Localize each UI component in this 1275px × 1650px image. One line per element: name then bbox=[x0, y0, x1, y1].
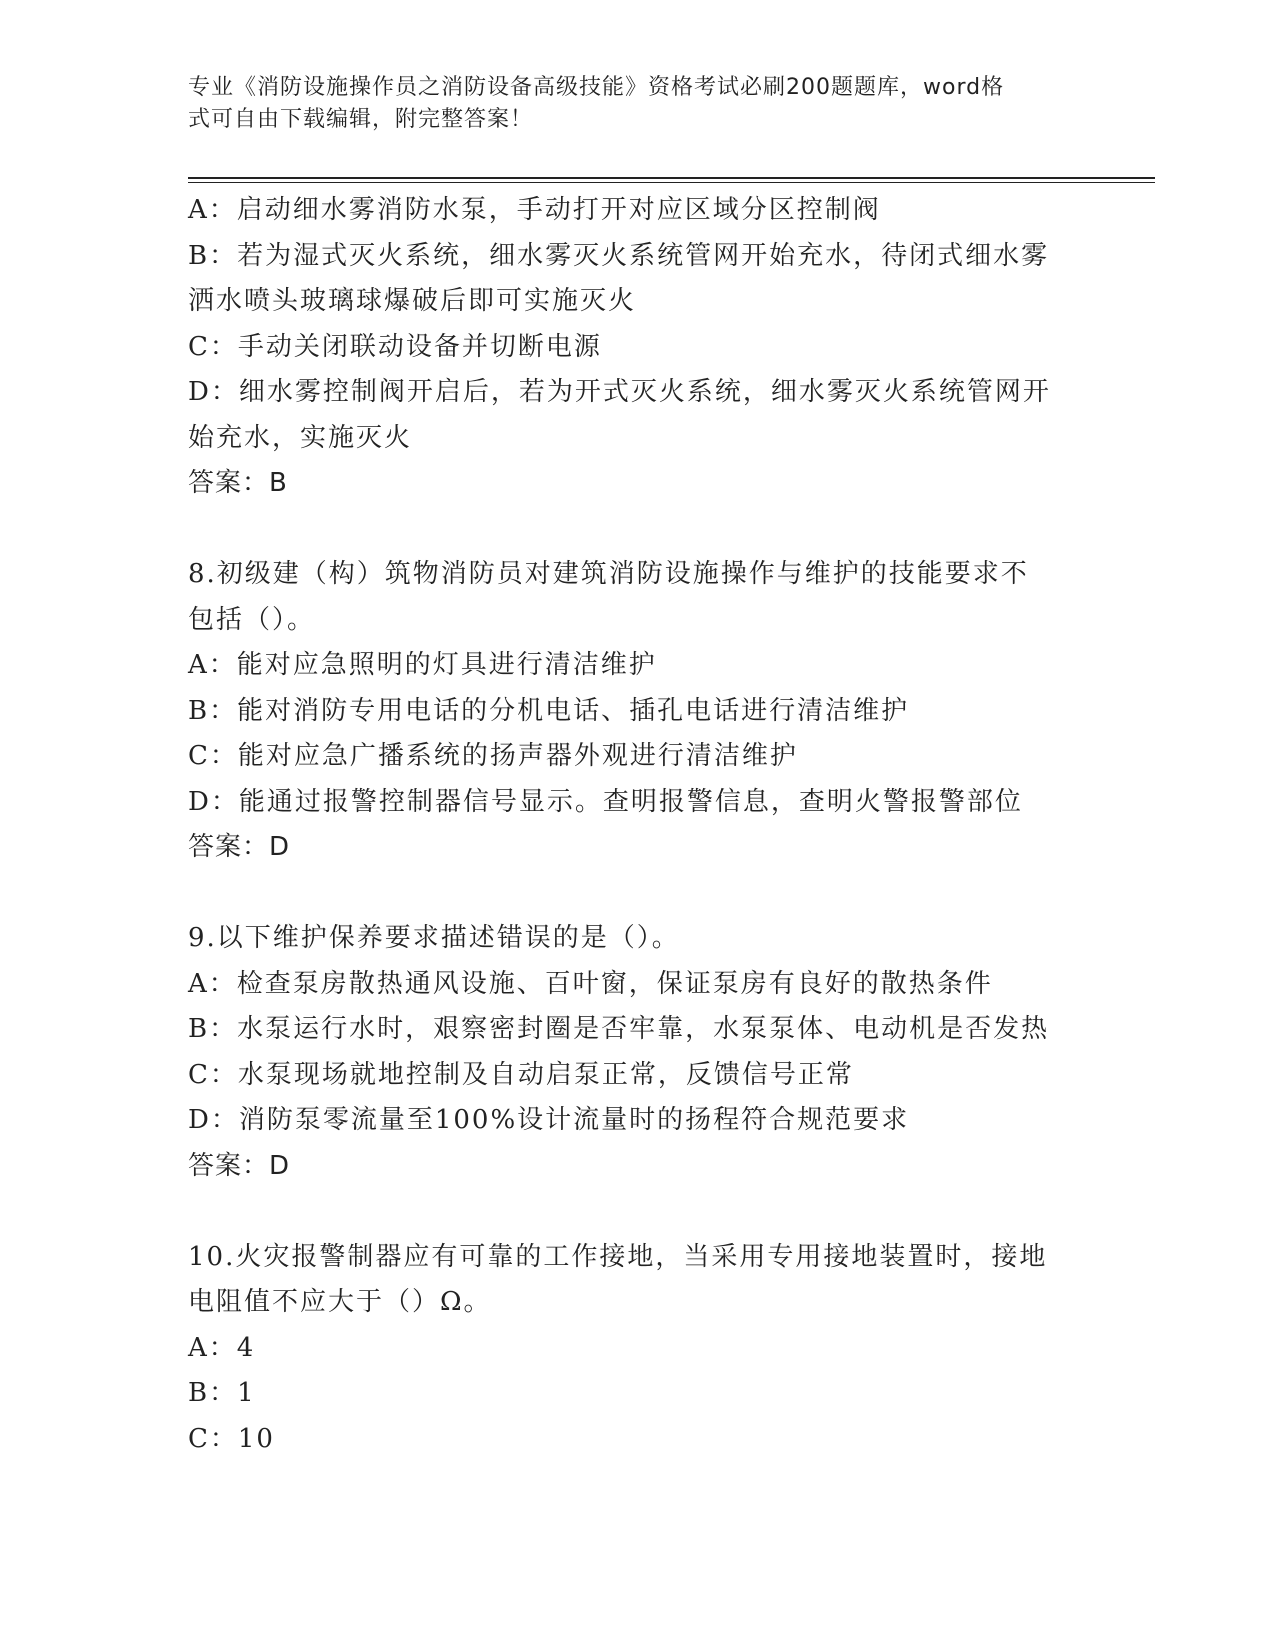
q7-option-c: C：手动关闭联动设备并切断电源 bbox=[188, 331, 602, 362]
q8-option-a: A：能对应急照明的灯具进行清洁维护 bbox=[188, 650, 657, 680]
header-divider-thin bbox=[188, 182, 1155, 183]
question-10 bbox=[188, 1235, 1088, 1463]
q10-option-c: C：10 bbox=[188, 1423, 275, 1454]
spacer bbox=[188, 507, 1088, 553]
q9-option-b: B：水泵运行水时，艰察密封圈是否牢靠，水泵泵体、电动机是否发热 bbox=[188, 1014, 1050, 1044]
q9-option-a: A：检查泵房散热通风设施、百叶窗，保证泵房有良好的散热条件 bbox=[188, 968, 993, 999]
header-divider-thick bbox=[188, 177, 1155, 179]
question-7 bbox=[188, 188, 1088, 507]
q8-option-b: B：能对消防专用电话的分机电话、插孔电话进行清洁维护 bbox=[188, 695, 910, 726]
spacer bbox=[188, 1189, 1088, 1235]
q8-answer: 答案：D bbox=[188, 832, 291, 862]
header-line-2: 式可自由下载编辑，附完整答案！ bbox=[188, 107, 534, 132]
q9-answer: 答案：D bbox=[188, 1150, 291, 1181]
q8-option-c: C：能对应急广播系统的扬声器外观进行清洁维护 bbox=[188, 741, 798, 771]
q10-option-b: B：1 bbox=[188, 1378, 256, 1408]
question-8 bbox=[188, 552, 1088, 871]
q8-question-line-2: 包括（）。 bbox=[188, 604, 316, 635]
q7-option-b-line-1: B：若为湿式灭火系统，细水雾灭火系统管网开始充水，待闭式细水雾 bbox=[188, 240, 1050, 271]
q10-option-a: A：4 bbox=[188, 1332, 256, 1363]
document-header bbox=[188, 72, 1068, 136]
q9-option-d: D：消防泵零流量至100%设计流量时的扬程符合规范要求 bbox=[188, 1105, 910, 1135]
question-9 bbox=[188, 916, 1088, 1189]
question-list bbox=[188, 188, 1088, 1462]
q7-option-b-line-2: 洒水喷头玻璃球爆破后即可实施灭火 bbox=[188, 286, 637, 316]
q9-option-c: C：水泵现场就地控制及自动启泵正常，反馈信号正常 bbox=[188, 1059, 854, 1090]
spacer bbox=[188, 871, 1088, 917]
q7-option-d-line-2: 始充水，实施灭火 bbox=[188, 422, 413, 453]
q7-answer: 答案：B bbox=[188, 468, 288, 498]
q8-option-d: D：能通过报警控制器信号显示。查明报警信息，查明火警报警部位 bbox=[188, 786, 1023, 817]
q10-question-line-1: 10.火灾报警制器应有可靠的工作接地，当采用专用接地装置时，接地 bbox=[188, 1241, 1048, 1272]
q8-question-line-1: 8.初级建（构）筑物消防员对建筑消防设施操作与维护的技能要求不 bbox=[188, 559, 1029, 589]
q7-option-d-line-1: D：细水雾控制阀开启后，若为开式灭火系统，细水雾灭火系统管网开 bbox=[188, 377, 1051, 407]
header-line-1: 专业《消防设施操作员之消防设备高级技能》资格考试必刷200题题库，word格 bbox=[188, 75, 1005, 100]
q7-option-a: A：启动细水雾消防水泵，手动打开对应区域分区控制阀 bbox=[188, 195, 881, 225]
q10-question-line-2: 电阻值不应大于（）Ω。 bbox=[188, 1287, 492, 1317]
q9-question: 9.以下维护保养要求描述错误的是（）。 bbox=[188, 923, 680, 953]
